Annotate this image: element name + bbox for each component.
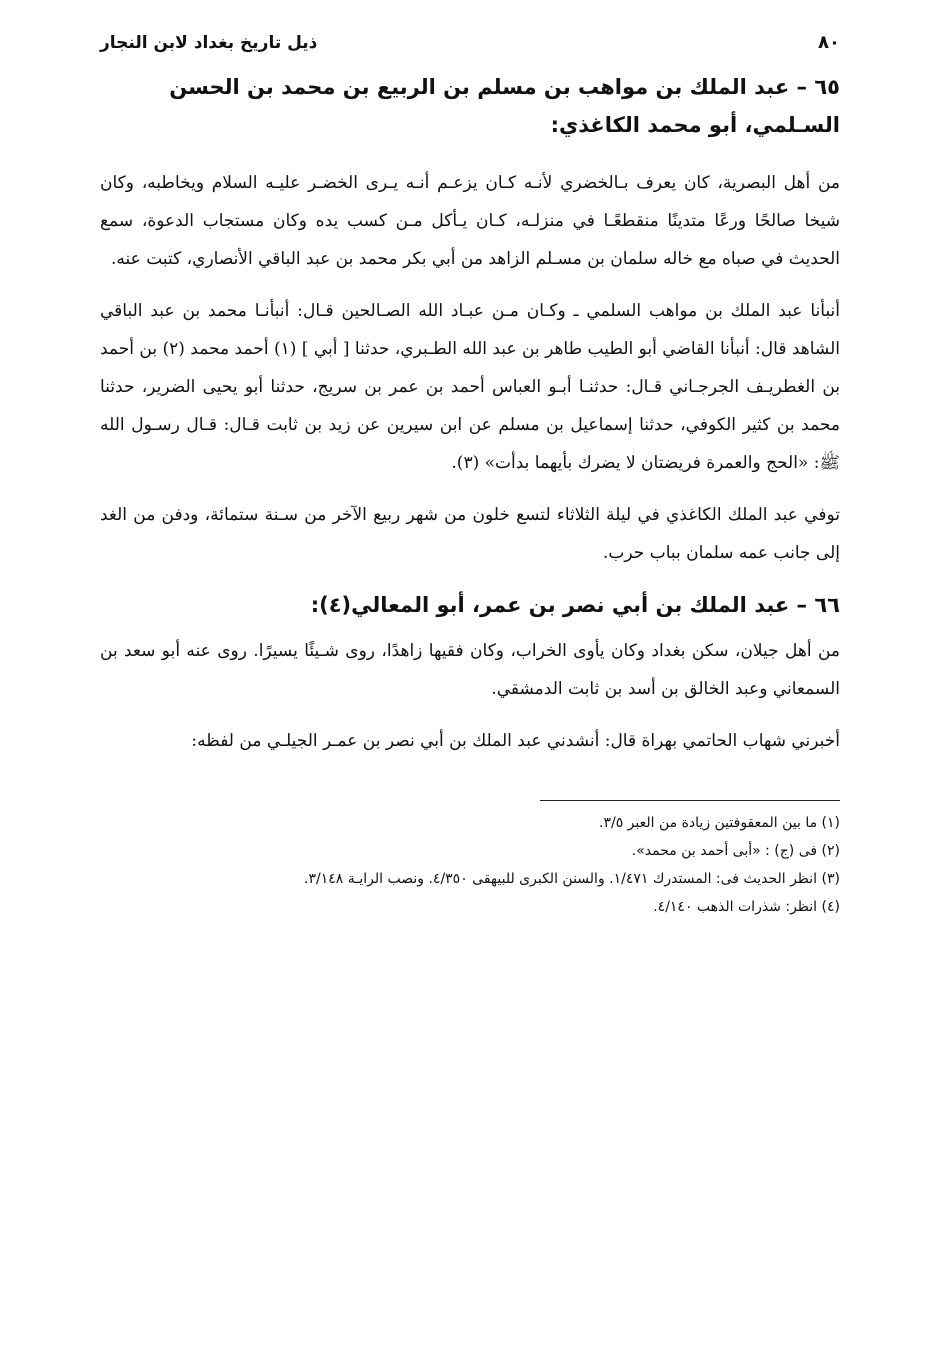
entry-heading-65: ٦٥ – عبد الملك بن مواهب بن مسلم بن الربيع بن محمد بن الحسن السـلمي، أبو محمد الكاغذي: [169,75,840,137]
footnotes [100,811,840,920]
document-page [100,28,840,923]
footnote-divider [540,800,840,801]
page-number: ٨٠ [818,32,840,53]
entry-65-paragraph-3: توفي عبد الملك الكاغذي في ليلة الثلاثاء لتسع خلون من شهر ربيع الآخر من سـنة ستمائة، ودفن من الغد إلى جانب عمه سلمان بباب حرب. [100,505,840,563]
entry-heading-66: ٦٦ – عبد الملك بن أبي نصر بن عمر، أبو المعالي(٤): [310,593,840,617]
footnote-4: (٤) انظر: شذرات الذهب ٤/١٤٠. [653,899,840,915]
entry-66-paragraph-2: أخبرني شهاب الحاتمي بهراة قال: أنشدني عبد الملك بن أبي نصر بن عمـر الجيلـي من لفظه: [191,731,840,751]
footnote-2: (٢) فى (ج) : «أبى أحمد بن محمد». [631,843,840,859]
book-title: ذيل تاريخ بغداد لابن النجار [100,33,318,53]
entry-66-paragraph-1: من أهل جيلان، سكن بغداد وكان يأوى الخراب، وكان فقيها زاهدًا، روى شـيئًا يسيرًا. روى عنه أبو سعد بن السمعاني وعبد الخالق بن أسد بن ثابت الدمشقي. [100,641,840,699]
running-head [100,28,840,58]
entry-65-paragraph-1: من أهل البصرية، كان يعرف بـالخضري لأنـه كـان يزعـم أنـه يـرى الخضـر عليـه السلام ويخاطبه، وكان شيخا صالحًا ورعًا متدينًا منقطعًـا في منزلـه، كـان يـأكل مـن كسب يده وكان مستجاب الدعوة، سمع الحديث في صباه مع خاله سلمان بن مسـلم الزاهد من أبي بكر محمد بن عبد الباقي الأنصاري، كتبت عنه. [100,173,840,269]
footnote-3: (٣) انظر الحديث فى: المستدرك ١/٤٧١. والسنن الكبرى للبيهقى ٤/٣٥٠. ونصب الرايـة ٣/١٤٨. [304,871,840,887]
entry-65-paragraph-2: أنبأنا عبد الملك بن مواهب السلمي ـ وكـان مـن عبـاد الله الصـالحين قـال: أنبأنـا محمد بن عبد الباقي الشاهد قال: أنبأنا القاضي أبو الطيب طاهر بن عبد الله الطـبري، حدثنا [ أبي ] (١) أحمد محمد (٢) بن أحمد بن الغطريـف الجرجـاني قـال: حدثنـا أبـو العباس أحمد بن عمر بن سريج، حدثنا أبو يحيى الضرير، حدثنا محمد بن كثير الكوفي، حدثنا إسماعيل بن مسلم عن ابن سيرين عن زيد بن ثابت قـال: قـال رسـول الله ﷺ: «الحج والعمرة فريضتان لا يضرك بأيهما بدأت» (٣). [100,301,840,473]
footnote-1: (١) ما بين المعقوفتين زيادة من العبر ٣/٥. [599,815,840,831]
